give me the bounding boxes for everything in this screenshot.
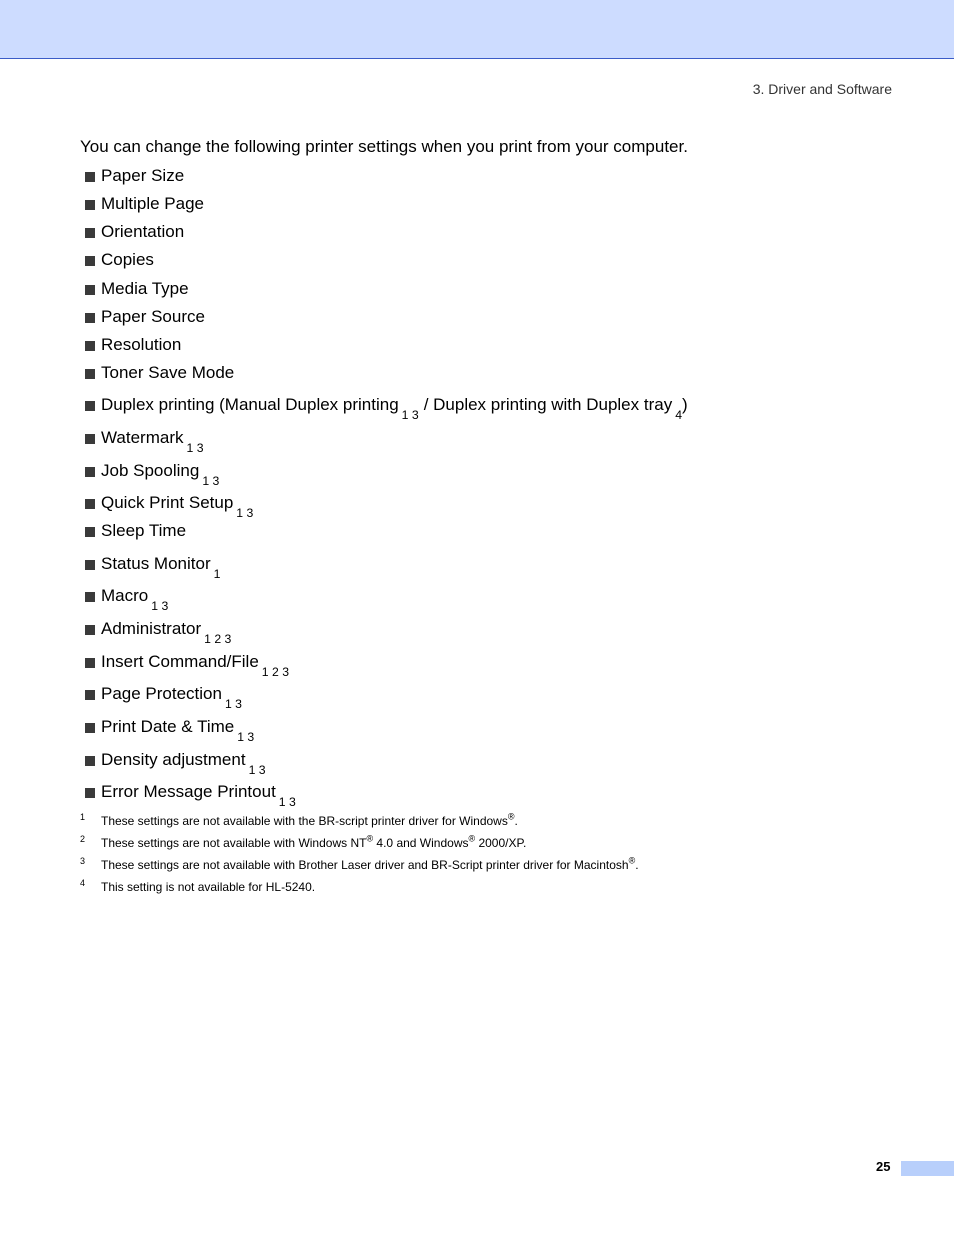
list-item: Macro 1 3 xyxy=(85,584,168,606)
list-item: Orientation xyxy=(85,220,184,242)
intro-paragraph: You can change the following printer settings when you print from your computer. xyxy=(80,137,688,156)
registered-mark: ® xyxy=(468,833,476,844)
registered-mark: ® xyxy=(366,833,374,844)
bullet-square-icon xyxy=(85,401,95,411)
list-item: Duplex printing (Manual Duplex printing 1 3 / Duplex printing with Duplex tray 4 ) xyxy=(85,393,688,415)
bullet-square-icon xyxy=(85,467,95,477)
footnote-text: These settings are not available with Windows NT® 4.0 and Windows® 2000/XP. xyxy=(101,833,527,850)
footnote-number: 1 xyxy=(80,812,86,822)
footnote-number: 2 xyxy=(80,834,86,844)
footnote-text: These settings are not available with the BR-script printer driver for Windows®. xyxy=(101,811,518,828)
bullet-square-icon xyxy=(85,658,95,668)
list-item: Print Date & Time 1 3 xyxy=(85,715,254,737)
bullet-square-icon xyxy=(85,341,95,351)
list-item: Multiple Page xyxy=(85,192,204,214)
footnote-text: This setting is not available for HL-5240. xyxy=(101,880,316,894)
list-item: Toner Save Mode xyxy=(85,361,234,383)
list-item: Insert Command/File 1 2 3 xyxy=(85,650,289,672)
bullet-square-icon xyxy=(85,313,95,323)
bullet-square-icon xyxy=(85,625,95,635)
bullet-square-icon xyxy=(85,560,95,570)
list-item: Copies xyxy=(85,248,154,270)
bullet-square-icon xyxy=(85,690,95,700)
list-item: Quick Print Setup 1 3 xyxy=(85,491,253,513)
bullet-square-icon xyxy=(85,499,95,509)
list-item: Administrator 1 2 3 xyxy=(85,617,231,639)
bullet-square-icon xyxy=(85,228,95,238)
footnote-number: 4 xyxy=(80,878,86,888)
bullet-square-icon xyxy=(85,756,95,766)
bullet-square-icon xyxy=(85,369,95,379)
page-number: 25 xyxy=(876,1159,891,1174)
footnote-text: These settings are not available with Brother Laser driver and BR-Script printer driver for Macintosh®. xyxy=(101,855,639,872)
registered-mark: ® xyxy=(507,811,515,822)
list-item: Error Message Printout 1 3 xyxy=(85,780,296,802)
list-item: Page Protection 1 3 xyxy=(85,682,242,704)
list-item: Resolution xyxy=(85,333,181,355)
registered-mark: ® xyxy=(628,855,636,866)
bullet-square-icon xyxy=(85,434,95,444)
footnote-number: 3 xyxy=(80,856,86,866)
list-item: Status Monitor 1 xyxy=(85,552,220,574)
list-item: Media Type xyxy=(85,277,189,299)
header-band xyxy=(0,0,954,59)
list-item: Watermark 1 3 xyxy=(85,426,204,448)
bullet-square-icon xyxy=(85,172,95,182)
list-item: Paper Source xyxy=(85,305,205,327)
list-item: Paper Size xyxy=(85,164,184,186)
chapter-title: 3. Driver and Software xyxy=(752,81,892,97)
bullet-square-icon xyxy=(85,285,95,295)
bullet-square-icon xyxy=(85,256,95,266)
list-item: Job Spooling 1 3 xyxy=(85,459,219,481)
bullet-square-icon xyxy=(85,200,95,210)
bullet-square-icon xyxy=(85,592,95,602)
bullet-square-icon xyxy=(85,723,95,733)
bullet-square-icon xyxy=(85,788,95,798)
bullet-square-icon xyxy=(85,527,95,537)
page-tab xyxy=(901,1161,954,1176)
list-item: Sleep Time xyxy=(85,519,186,541)
list-item: Density adjustment 1 3 xyxy=(85,748,266,770)
